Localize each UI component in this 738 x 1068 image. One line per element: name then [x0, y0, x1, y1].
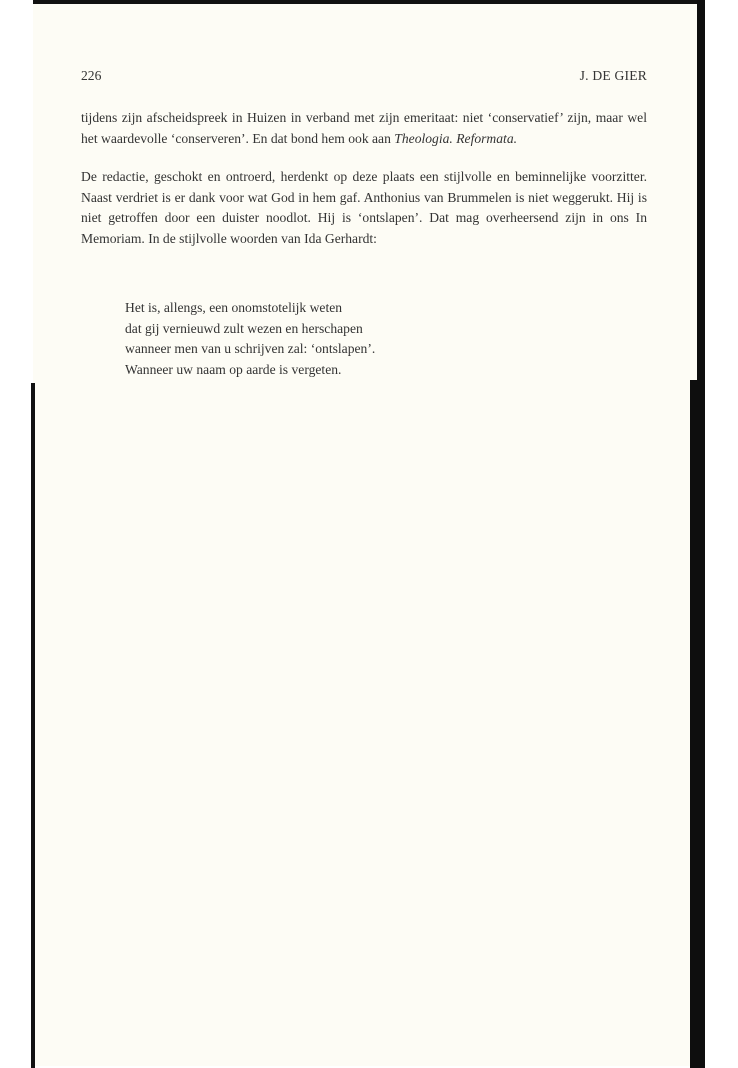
page-number: 226: [81, 68, 102, 83]
poem-line-3: wanneer men van u schrijven zal: ‘ontslapen’.: [125, 341, 376, 356]
scan-border-right: [697, 0, 705, 1068]
paragraph-1-text: tijdens zijn afscheidspreek in Huizen in verband met zijn emeritaat: niet ‘conservatief’ zijn, maar wel het waardevolle ‘conserveren’. En dat bond hem ook aan: [81, 110, 647, 146]
scan-border-top: [33, 0, 705, 4]
poem-line-2: dat gij vernieuwd zult wezen en herschapen: [125, 320, 363, 336]
body-text: [81, 108, 647, 249]
poem-line-4: Wanneer uw naam op aarde is vergeten.: [125, 361, 342, 377]
running-head-author: J. DE GIER: [579, 68, 647, 83]
journal-title: Theologia. Reformata.: [394, 130, 518, 146]
scan-border-left: [31, 383, 35, 1068]
poem-quotation: [125, 298, 525, 380]
paragraph-2: De redactie, geschokt en ontroerd, herdenkt op deze plaats een stijlvolle en beminnelijke voorzitter. Naast verdriet is er dank voor wat God in hem gaf. Anthonius van Brummelen is niet weggerukt. Hij is niet getroffen door een duister noodlot. Hij is ‘ontslapen’. Dat mag overheersend zijn in ons In Memoriam. In de stijlvolle woorden van Ida Gerhardt:: [81, 169, 647, 246]
poem-line-1: Het is, allengs, een onomstotelijk weten: [125, 300, 343, 315]
scan-border-right-inner: [690, 380, 698, 1068]
paragraph-1: [81, 108, 647, 149]
running-head: [81, 66, 647, 86]
